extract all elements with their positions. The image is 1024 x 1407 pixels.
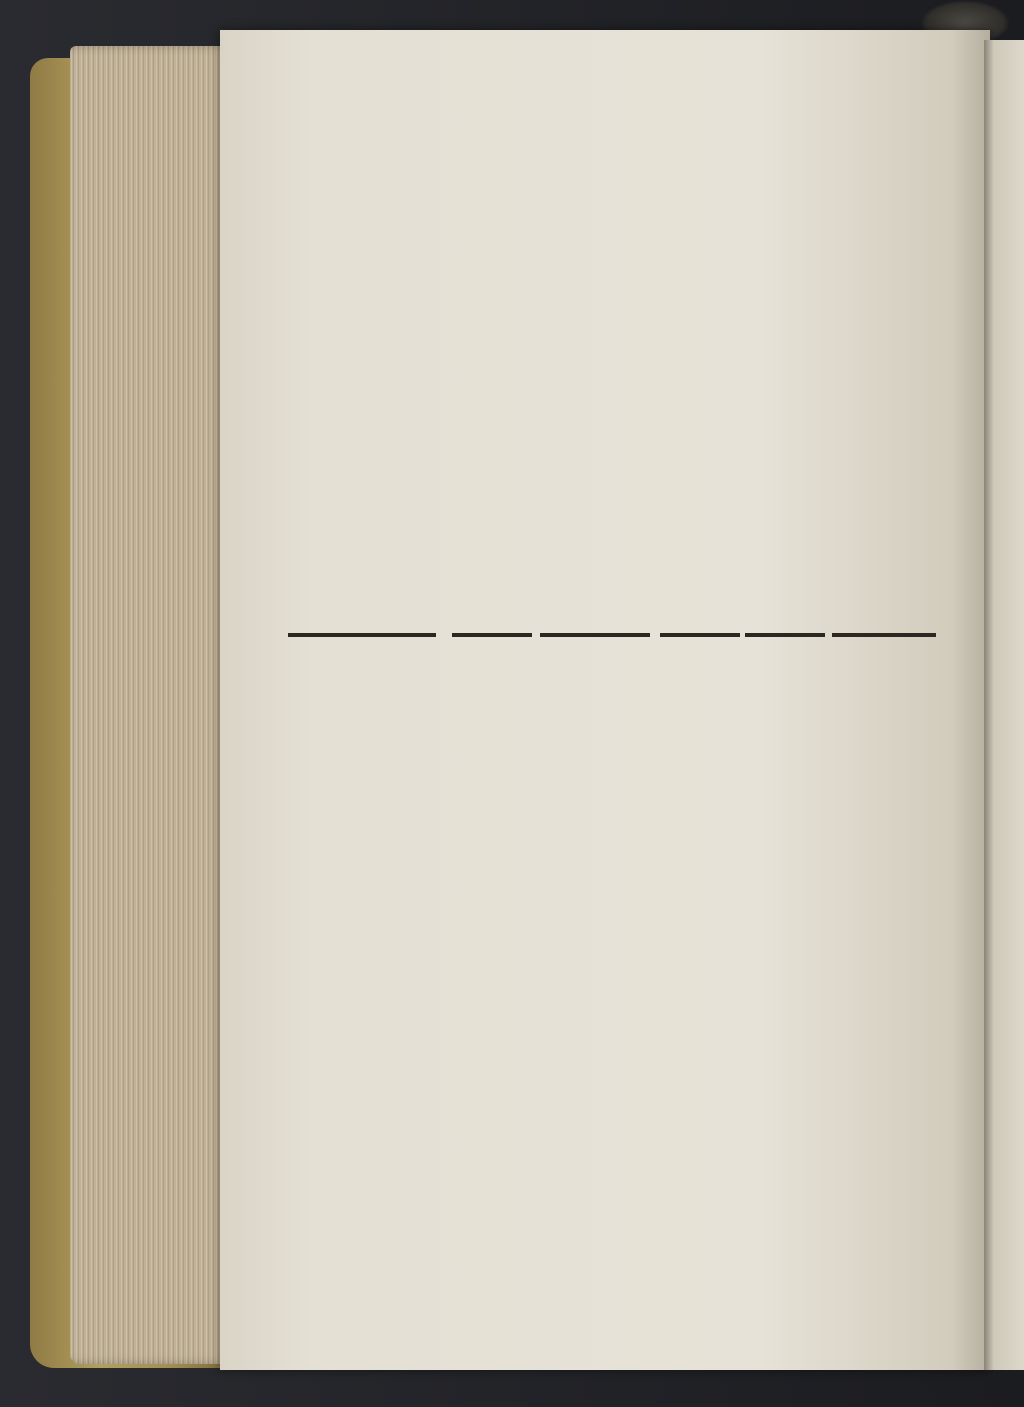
divider-rule [452, 633, 532, 637]
divider-rule [745, 633, 825, 637]
divider-rule [288, 633, 436, 637]
divider-rule [832, 633, 936, 637]
divider-rule [540, 633, 650, 637]
book-page [220, 30, 990, 1370]
page-edges [70, 46, 232, 1364]
running-head [310, 72, 810, 120]
divider-rule [660, 633, 740, 637]
facing-page-strip [984, 40, 1024, 1370]
